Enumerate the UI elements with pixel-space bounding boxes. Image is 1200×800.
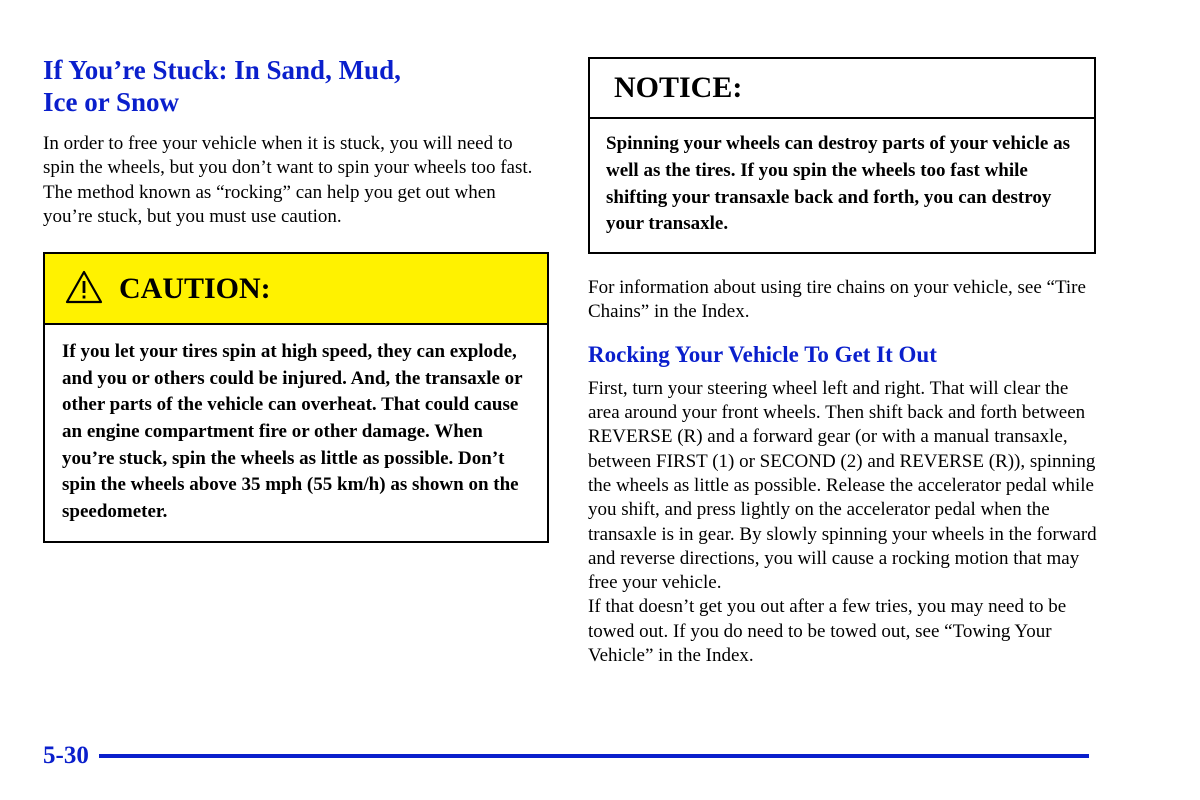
- caution-text: If you let your tires spin at high speed, they can explode, and you or others could be injured. And, the transaxle or other parts of the vehicle can overheat. That could cause an engine compartment fire or other damage. When you’re stuck, spin the wheels as little as possible. Don’t spin the wheels above 35 mph (55 km/h) as shown on the speedometer.: [62, 341, 523, 522]
- tire-chains-paragraph: For information about using tire chains on your vehicle, see “Tire Chains” in the Index.: [588, 277, 1086, 323]
- intro-paragraph: In order to free your vehicle when it is stuck, you will need to spin the wheels, but you don’t want to spin your wheels too fast. The method known as “rocking” can help you get out when you’re stuck, but you must use caution.: [43, 133, 533, 227]
- notice-label: NOTICE:: [614, 71, 743, 104]
- subsection-title: Rocking Your Vehicle To Get It Out: [588, 341, 937, 367]
- section-title: If You’re Stuck: In Sand, Mud, Ice or Snow: [43, 55, 401, 117]
- warning-triangle-icon: [65, 270, 103, 304]
- footer-rule: [99, 754, 1089, 758]
- caution-label: CAUTION:: [119, 271, 271, 305]
- rocking-paragraph: First, turn your steering wheel left and right. That will clear the area around your front wheels. Then shift back and forth between REVERSE (R) and a forward gear (or with a manual transaxle, between FIRST (1) or SECOND (2) and REVERSE (R)), spinning the wheels as little as possible. Release the accelerator pedal while you shift, and press lightly on the accelerator pedal when the transaxle is in gear. By slowly spinning your wheels in the forward and reverse directions, you will cause a rocking motion that may free your vehicle.: [588, 377, 1097, 594]
- notice-text: Spinning your wheels can destroy parts of your vehicle as well as the tires. If you spin the wheels too fast while shifting your transaxle back and forth, you can destroy your transaxle.: [606, 133, 1070, 235]
- right-column: [588, 57, 1098, 668]
- notice-box: [588, 57, 1096, 254]
- left-column: [43, 54, 551, 543]
- page-footer: [43, 742, 1089, 770]
- page-number: 5-30: [43, 742, 89, 769]
- notice-header: [590, 59, 1094, 119]
- caution-box: [43, 252, 549, 543]
- caution-header: [45, 254, 547, 325]
- towing-paragraph: If that doesn’t get you out after a few tries, you may need to be towed out. If you do need to be towed out, see “Towing Your Vehicle” in the Index.: [588, 596, 1067, 667]
